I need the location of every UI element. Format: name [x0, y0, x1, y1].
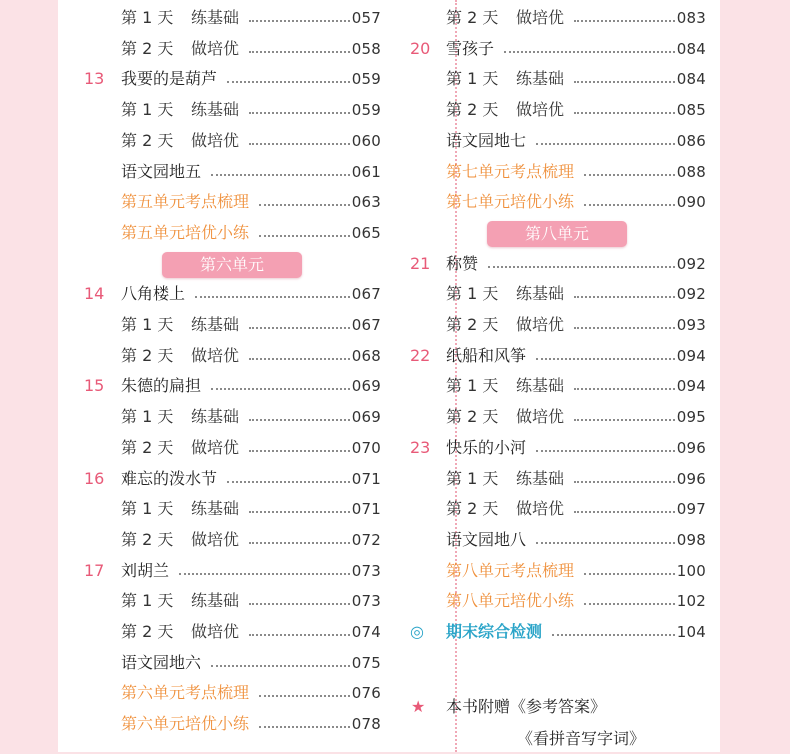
entry-title: 刘胡兰 — [121, 560, 170, 580]
toc-entry-day[interactable] — [0, 464, 790, 494]
dot-leader — [259, 235, 350, 237]
entry-title: 纸船和风筝 — [446, 345, 527, 365]
day-label: 第 1 天 — [121, 100, 174, 120]
lesson-number: 16 — [84, 468, 105, 488]
dot-leader — [584, 573, 675, 575]
practice-label: 练基础 — [191, 315, 240, 334]
toc-entry-review[interactable] — [0, 218, 790, 248]
dot-leader — [574, 481, 675, 483]
entry-title: 第八单元考点梳理 — [446, 560, 575, 580]
entry-title: 语文园地六 — [121, 652, 202, 672]
page-number: 084 — [676, 39, 706, 58]
page-number: 096 — [676, 438, 706, 457]
page-number: 084 — [676, 70, 706, 89]
entry-title: 称赞 — [446, 253, 479, 273]
page-number: 065 — [351, 223, 381, 242]
practice-label: 练基础 — [516, 376, 565, 396]
circle-target-icon: ◎ — [410, 622, 424, 641]
practice-label: 做培优 — [516, 407, 565, 427]
day-label: 第 1 天 — [446, 69, 499, 89]
dot-leader — [574, 112, 675, 114]
bonus-line-2: 《看拼音写字词》 — [517, 729, 646, 748]
toc-entry-day[interactable] — [0, 494, 790, 524]
day-label: 第 1 天 — [446, 376, 499, 396]
dot-leader — [552, 634, 675, 636]
day-label: 第 2 天 — [446, 8, 499, 27]
dot-leader — [536, 542, 675, 544]
toc-entry-review[interactable] — [0, 556, 790, 586]
toc-entry-day[interactable] — [0, 95, 790, 125]
page-number: 093 — [676, 316, 706, 334]
dot-leader — [259, 726, 350, 728]
day-label: 第 2 天 — [121, 437, 174, 457]
entry-title: 语文园地五 — [121, 161, 202, 181]
dot-leader — [584, 204, 675, 206]
page-number: 068 — [351, 346, 381, 365]
dot-leader — [211, 665, 350, 667]
page-number: 073 — [351, 592, 381, 611]
toc-entry-review[interactable] — [0, 709, 790, 739]
toc-entry-exam[interactable] — [0, 617, 790, 647]
toc-entry-lesson[interactable] — [0, 341, 790, 371]
page-number: 069 — [351, 377, 381, 396]
page-number: 104 — [676, 623, 706, 641]
day-label: 第 1 天 — [121, 407, 174, 427]
dot-leader — [536, 143, 675, 145]
day-label: 第 2 天 — [446, 100, 499, 120]
lesson-number: 22 — [410, 345, 431, 365]
day-label: 第 2 天 — [446, 407, 499, 427]
toc-entry-day[interactable] — [0, 310, 790, 340]
day-label: 第 2 天 — [121, 345, 174, 365]
page-number: 090 — [676, 193, 706, 212]
toc-entry-item[interactable] — [0, 126, 790, 156]
unit-heading: 第八单元 — [487, 221, 627, 247]
entry-title: 第五单元培优小练 — [121, 222, 250, 242]
page-number: 059 — [351, 70, 381, 89]
entry-title: 我要的是葫芦 — [121, 69, 218, 89]
dot-leader — [504, 51, 675, 53]
dot-leader — [536, 450, 675, 452]
practice-label: 做培优 — [191, 345, 240, 365]
page-number: 076 — [351, 684, 381, 703]
toc-entry-review[interactable] — [0, 678, 790, 708]
page-number: 092 — [676, 285, 706, 304]
page-number: 071 — [351, 469, 381, 488]
toc-entry-day[interactable] — [0, 402, 790, 432]
practice-label: 练基础 — [191, 100, 240, 120]
entry-title: 朱德的扁担 — [121, 376, 202, 396]
practice-label: 练基础 — [191, 499, 240, 519]
page-number: 067 — [351, 316, 381, 334]
practice-label: 练基础 — [516, 69, 565, 89]
page-number: 069 — [351, 408, 381, 427]
entry-title: 第七单元考点梳理 — [446, 161, 575, 181]
dot-leader — [574, 511, 675, 513]
toc-entry-lesson[interactable] — [0, 433, 790, 463]
toc-entry-review[interactable] — [0, 157, 790, 187]
practice-label: 练基础 — [191, 591, 240, 611]
practice-label: 做培优 — [191, 38, 240, 58]
toc-entry-review[interactable] — [0, 586, 790, 616]
page-number: 100 — [676, 561, 706, 580]
entry-title: 第六单元考点梳理 — [121, 683, 250, 703]
toc-entry-day[interactable] — [0, 3, 790, 33]
entry-title: 第五单元考点梳理 — [121, 192, 250, 212]
day-label: 第 2 天 — [446, 315, 499, 334]
unit-heading: 第六单元 — [162, 252, 302, 278]
dot-leader — [574, 388, 675, 390]
page-number: 070 — [351, 438, 381, 457]
page-number: 078 — [351, 715, 381, 734]
page-number: 102 — [676, 592, 706, 611]
practice-label: 练基础 — [191, 407, 240, 427]
toc-entry-day[interactable] — [0, 279, 790, 309]
entry-title: 难忘的泼水节 — [121, 468, 218, 488]
day-label: 第 1 天 — [121, 499, 174, 519]
practice-label: 做培优 — [516, 315, 565, 334]
day-label: 第 1 天 — [121, 591, 174, 611]
page-number: 092 — [676, 254, 706, 273]
toc-entry-lesson[interactable] — [0, 249, 790, 279]
entry-title: 第七单元培优小练 — [446, 192, 575, 212]
page-number: 096 — [676, 469, 706, 488]
day-label: 第 1 天 — [446, 468, 499, 488]
entry-title: 语文园地八 — [446, 529, 527, 549]
page-number: 094 — [676, 377, 706, 396]
practice-label: 练基础 — [516, 284, 565, 304]
page-number: 067 — [351, 285, 381, 304]
page-number: 072 — [351, 530, 381, 549]
page-number: 060 — [351, 131, 381, 150]
practice-label: 做培优 — [516, 499, 565, 519]
page-number: 088 — [676, 162, 706, 181]
toc-entry-day[interactable] — [0, 64, 790, 94]
lesson-number: 15 — [84, 376, 105, 396]
practice-label: 做培优 — [516, 8, 565, 27]
page-number: 085 — [676, 101, 706, 120]
lesson-number: 13 — [84, 69, 105, 89]
dot-leader — [259, 695, 350, 697]
entry-title: 期末综合检测 — [446, 622, 543, 641]
dot-leader — [574, 419, 675, 421]
day-label: 第 1 天 — [121, 8, 174, 27]
dot-leader — [488, 266, 675, 268]
page-number: 098 — [676, 530, 706, 549]
dot-leader — [584, 603, 675, 605]
toc-entry-day[interactable] — [0, 371, 790, 401]
day-label: 第 2 天 — [121, 622, 174, 641]
entry-title: 快乐的小河 — [446, 437, 527, 457]
entry-title: 第八单元培优小练 — [446, 591, 575, 611]
page-number: 071 — [351, 500, 381, 519]
dot-leader — [584, 174, 675, 176]
lesson-number: 20 — [410, 38, 431, 58]
lesson-number: 23 — [410, 437, 431, 457]
bonus-line-1: 本书附赠《参考答案》 — [446, 697, 607, 716]
day-label: 第 1 天 — [121, 315, 174, 334]
practice-label: 做培优 — [191, 130, 240, 150]
dot-leader — [574, 327, 675, 329]
page-number: 057 — [351, 9, 381, 27]
page-number: 061 — [351, 162, 381, 181]
entry-title: 八角楼上 — [121, 284, 186, 304]
page-number: 073 — [351, 561, 381, 580]
page-number: 063 — [351, 193, 381, 212]
page-number: 095 — [676, 408, 706, 427]
toc-entry-lesson[interactable] — [0, 34, 790, 64]
page-number: 086 — [676, 131, 706, 150]
page-number: 097 — [676, 500, 706, 519]
page-number: 083 — [676, 9, 706, 27]
page-number: 074 — [351, 623, 381, 641]
entry-title: 雪孩子 — [446, 38, 495, 58]
dot-leader — [536, 358, 675, 360]
page-number: 075 — [351, 653, 381, 672]
toc-entry-review[interactable] — [0, 187, 790, 217]
toc-entry-item[interactable] — [0, 648, 790, 678]
dot-leader — [574, 296, 675, 298]
practice-label: 做培优 — [191, 622, 240, 641]
entry-title: 语文园地七 — [446, 130, 527, 150]
page-number: 058 — [351, 39, 381, 58]
practice-label: 练基础 — [516, 468, 565, 488]
day-label: 第 2 天 — [121, 130, 174, 150]
page-number: 059 — [351, 101, 381, 120]
practice-label: 练基础 — [191, 8, 240, 27]
practice-label: 做培优 — [191, 529, 240, 549]
practice-label: 做培优 — [191, 437, 240, 457]
page-number: 094 — [676, 346, 706, 365]
day-label: 第 1 天 — [446, 284, 499, 304]
lesson-number: 14 — [84, 284, 105, 304]
lesson-number: 21 — [410, 253, 431, 273]
practice-label: 做培优 — [516, 100, 565, 120]
toc-entry-item[interactable] — [0, 525, 790, 555]
dot-leader — [574, 20, 675, 22]
day-label: 第 2 天 — [446, 499, 499, 519]
star-icon: ★ — [411, 697, 426, 716]
dot-leader — [574, 81, 675, 83]
day-label: 第 2 天 — [121, 529, 174, 549]
entry-title: 第六单元培优小练 — [121, 714, 250, 734]
day-label: 第 2 天 — [121, 38, 174, 58]
lesson-number: 17 — [84, 560, 105, 580]
